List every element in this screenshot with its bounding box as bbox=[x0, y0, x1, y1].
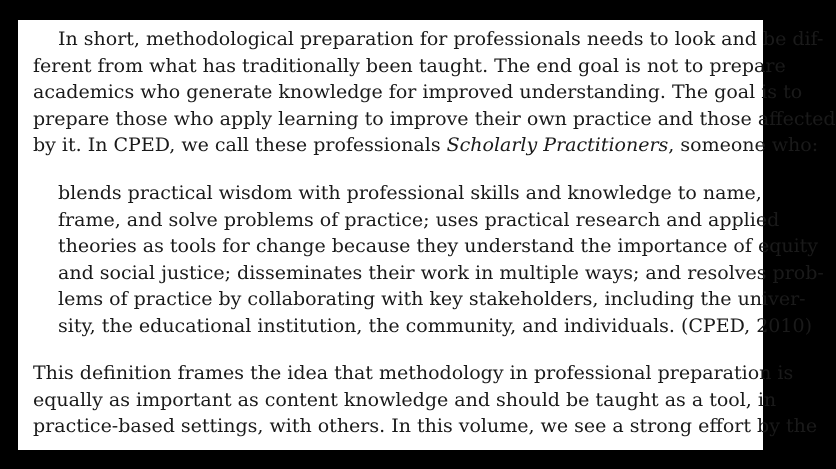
block-quote bbox=[58, 180, 824, 339]
text-line: prepare those who apply learning to improve their own practice and those affected bbox=[33, 107, 836, 130]
text-line: practice-based settings, with others. In this volume, we see a strong effort by the bbox=[33, 415, 818, 437]
text-line: academics who generate knowledge for improved understanding. The goal is to bbox=[33, 81, 803, 103]
emphasis-term: Scholarly Practitioners bbox=[446, 134, 669, 156]
quote-line: frame, and solve problems of practice; uses practical research and applied bbox=[58, 208, 780, 231]
quote-line: blends practical wisdom with professional skills and knowledge to name, bbox=[58, 182, 762, 204]
text-line bbox=[33, 132, 819, 159]
text-line: equally as important as content knowledge and should be taught as a tool, in bbox=[33, 388, 777, 411]
text-line: In short, methodological preparation for professionals needs to look and be dif- bbox=[58, 28, 824, 50]
quote-line: sity, the educational institution, the community, and individuals. (CPED, 2010) bbox=[58, 314, 812, 337]
text-line: This definition frames the idea that methodology in professional preparation is bbox=[33, 362, 794, 384]
document-page bbox=[18, 20, 836, 450]
paragraph-definition bbox=[33, 360, 818, 440]
quote-line: and social justice; disseminates their work in multiple ways; and resolves prob- bbox=[58, 261, 824, 284]
paragraph-intro bbox=[33, 26, 836, 159]
text-run: by it. In CPED, we call these professionals bbox=[33, 134, 447, 156]
text-run: , someone who: bbox=[668, 134, 819, 156]
text-line: ferent from what has traditionally been taught. The end goal is not to prepare bbox=[33, 54, 786, 77]
quote-line: lems of practice by collaborating with key stakeholders, including the univer- bbox=[58, 288, 806, 310]
quote-line: theories as tools for change because they understand the importance of equity bbox=[58, 235, 819, 257]
